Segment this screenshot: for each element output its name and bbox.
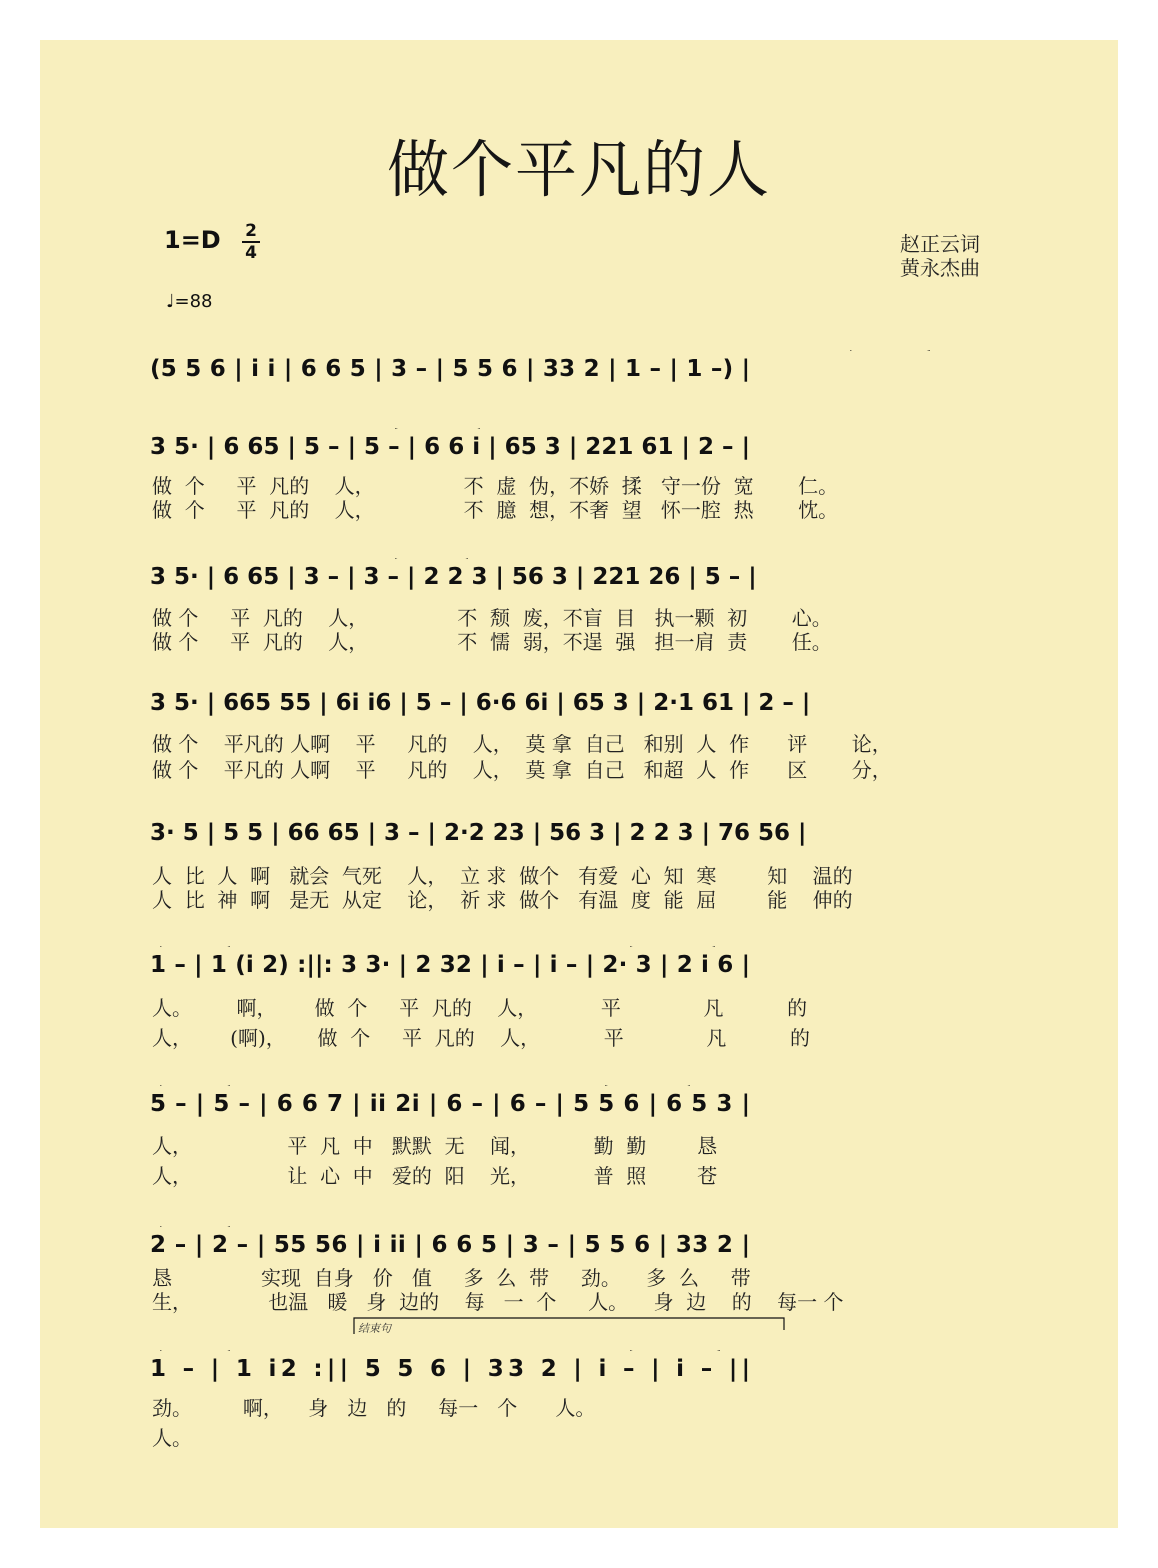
lyric-line-1b: 做 个 平 凡的 人， 不 臆 想，不奢 望 怀一腔 热 忱。 (152, 498, 839, 522)
notation-line-6 (150, 946, 1030, 982)
lyric-line-5a: 人。 啊， 做 个 平 凡的 人， 平 凡 的 (152, 996, 808, 1020)
tempo-marking: ♩=88 (166, 291, 213, 312)
notation-line-7 (150, 1085, 1030, 1121)
lyric-line-8b: 人。 (152, 1426, 192, 1450)
notation-line-1 (150, 350, 1030, 386)
notation-text: 5 – | 5 – | 6 6 7 | ii 2i | 6 – | 6 – | 5 5 6 | 6 5 3 | (150, 1091, 750, 1117)
time-signature-bottom: 4 (245, 243, 257, 263)
lyric-line-4a: 人 比 人 啊 就会 气死 人， 立 求 做个 有爱 心 知 寒 知 温的 (152, 864, 853, 888)
lyric-line-8a: 劲。 啊， 身 边 的 每一 个 人。 (152, 1396, 596, 1420)
notation-line-5 (150, 814, 1030, 850)
lyric-line-6b: 人， 让 心 中 爱的 阳 光， 普 照 苍 (152, 1164, 718, 1188)
song-title: 做个平凡的人 (386, 133, 771, 206)
lyric-line-6a: 人， 平 凡 中 默默 无 闻， 勤 勤 恳 (152, 1134, 718, 1158)
lyric-line-3a: 做 个 平凡的 人啊 平 凡的 人， 莫 拿 自己 和别 人 作 评 论， (152, 732, 892, 756)
notation-text: 3 5· | 6 65 | 5 – | 5 – | 6 6 i | 65 3 | 221 61 | 2 – | (150, 434, 750, 460)
notation-text: 3· 5 | 5 5 | 66 65 | 3 – | 2·2 23 | 56 3 | 2 2 3 | 76 56 | (150, 820, 807, 846)
composer-credit: 黄永杰曲 (900, 256, 980, 280)
lyric-line-7a: 恳 实现 自身 价 值 多 么 带 劲。 多 么 带 (152, 1266, 751, 1290)
key-signature: 1=D (164, 226, 221, 254)
notation-line-2 (150, 428, 1030, 464)
lyric-line-7b: 生， 也温 暖 身 边的 每 一 个 人。 身 边 的 每一 个 (152, 1290, 844, 1314)
notation-text: (5 5 6 | i i | 6 6 5 | 3 – | 5 5 6 | 33 2 | 1 – | 1 –) | (150, 356, 750, 382)
lyric-line-2b: 做 个 平 凡的 人， 不 懦 弱，不逞 强 担一肩 责 任。 (152, 630, 832, 654)
lyric-line-1a: 做 个 平 凡的 人， 不 虚 伪，不娇 揉 守一份 宽 仁。 (152, 474, 839, 498)
notation-line-4 (150, 684, 1030, 720)
lyric-line-3b: 做 个 平凡的 人啊 平 凡的 人， 莫 拿 自己 和超 人 作 区 分， (152, 758, 892, 782)
time-signature (240, 222, 262, 262)
lyricist-credit: 赵正云词 (900, 232, 980, 256)
notation-text: 3 5· | 6 65 | 3 – | 3 – | 2 2 3 | 56 3 | 221 26 | 5 – | (150, 564, 757, 590)
notation-line-9 (150, 1350, 1030, 1386)
notation-line-8 (150, 1226, 1030, 1262)
lyric-line-4b: 人 比 神 啊 是无 从定 论， 祈 求 做个 有温 度 能 屈 能 伸的 (152, 888, 853, 912)
notation-text: 3 5· | 665 55 | 6i i6 | 5 – | 6·6 6i | 65 3 | 2·1 61 | 2 – | (150, 690, 811, 716)
notation-text: 1 – | 1 i2 :|| 5 5 6 | 33 2 | i – | i – || (150, 1356, 751, 1382)
lyric-line-5b: 人， (啊)， 做 个 平 凡的 人， 平 凡 的 (152, 1026, 810, 1050)
lyric-line-2a: 做 个 平 凡的 人， 不 颓 废，不盲 目 执一颗 初 心。 (152, 606, 832, 630)
notation-line-3 (150, 558, 1030, 594)
notation-text: 1 – | 1 (i 2) :||: 3 3· | 2 32 | i – | i – | 2· 3 | 2 i 6 | (150, 952, 750, 978)
notation-text: 2 – | 2 – | 55 56 | i ii | 6 6 5 | 3 – | 5 5 6 | 33 2 | (150, 1232, 750, 1258)
time-signature-top: 2 (245, 221, 257, 241)
ending-bracket (352, 1316, 792, 1336)
ending-label: 结束句 (358, 1322, 391, 1335)
